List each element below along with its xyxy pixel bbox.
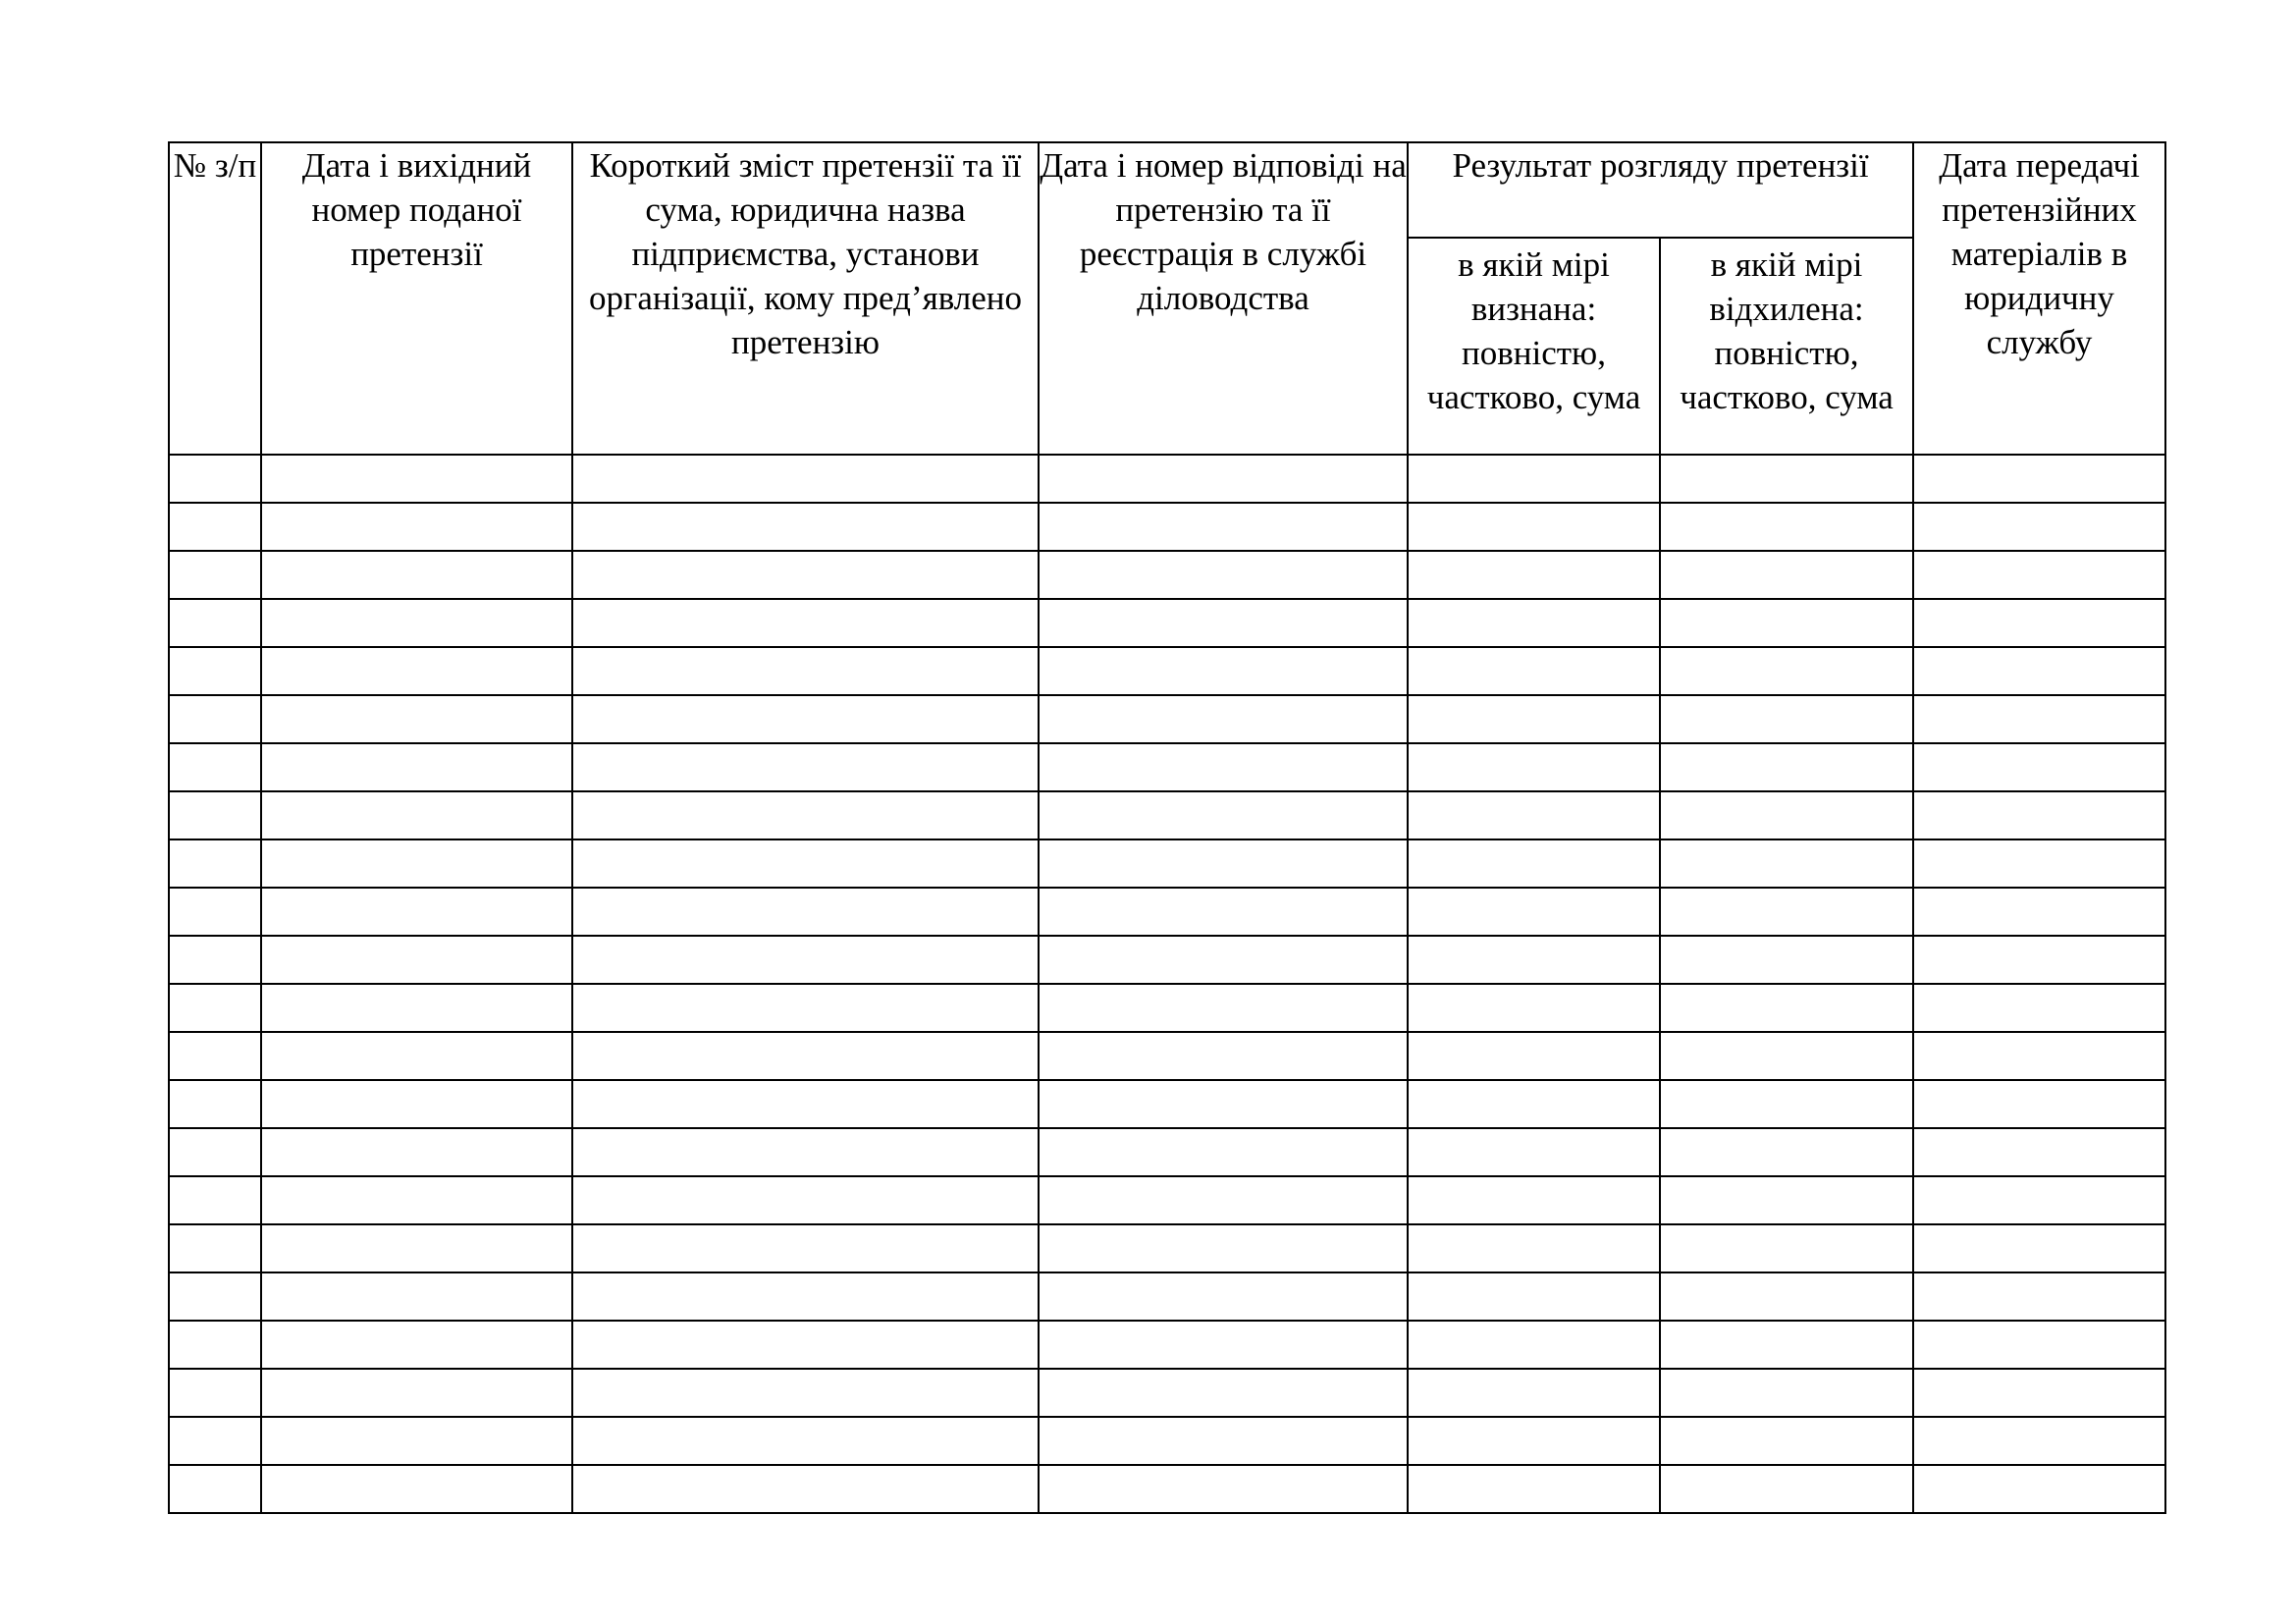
table-cell [1039,599,1408,647]
table-cell [1913,1465,2165,1513]
table-row [169,503,2165,551]
table-cell [1660,647,1913,695]
table-cell [1913,1032,2165,1080]
table-cell [1408,1128,1660,1176]
table-cell [169,455,261,503]
table-cell [572,455,1039,503]
table-cell [1408,1417,1660,1465]
table-cell [261,1321,572,1369]
table-cell [169,647,261,695]
table-cell [572,1369,1039,1417]
table-cell [1039,936,1408,984]
table-cell [261,1369,572,1417]
table-cell [1408,1080,1660,1128]
table-row [169,1369,2165,1417]
table-cell [261,1272,572,1321]
table-cell [1913,1224,2165,1272]
table-cell [1039,503,1408,551]
table-cell [261,1128,572,1176]
table-cell [572,791,1039,839]
table-cell [1913,888,2165,936]
table-cell [1408,791,1660,839]
table-cell [572,1080,1039,1128]
table-cell [1660,1465,1913,1513]
table-cell [169,888,261,936]
table-cell [1039,647,1408,695]
table-cell [261,551,572,599]
table-cell [169,791,261,839]
table-cell [1039,1321,1408,1369]
table-cell [1660,1369,1913,1417]
table-cell [1408,551,1660,599]
table-cell [1660,839,1913,888]
table-row [169,551,2165,599]
table-cell [261,1417,572,1465]
table-cell [1408,743,1660,791]
table-cell [1039,984,1408,1032]
table-cell [1408,695,1660,743]
table-cell [572,1128,1039,1176]
table-cell [1913,695,2165,743]
table-row [169,1417,2165,1465]
table-cell [1408,647,1660,695]
table-cell [1039,551,1408,599]
table-cell [1660,1417,1913,1465]
table-cell [169,984,261,1032]
table-cell [1660,1080,1913,1128]
table-row [169,1032,2165,1080]
table-cell [1913,1321,2165,1369]
table-cell [1913,791,2165,839]
table-cell [1913,743,2165,791]
table-cell [572,888,1039,936]
table-cell [1660,695,1913,743]
table-cell [1913,1080,2165,1128]
table-cell [1660,1176,1913,1224]
table-cell [169,1369,261,1417]
table-cell [1039,1224,1408,1272]
table-cell [1660,791,1913,839]
table-cell [572,839,1039,888]
table-cell [1408,888,1660,936]
table-row [169,1321,2165,1369]
table-cell [1660,455,1913,503]
table-cell [1408,1032,1660,1080]
table-cell [169,599,261,647]
table-cell [261,936,572,984]
table-cell [169,1176,261,1224]
table-cell [1408,1272,1660,1321]
table-cell [1913,503,2165,551]
table-cell [261,1465,572,1513]
table-row [169,839,2165,888]
header-date-outgoing-number: Дата і вихідний номер поданої претензії [261,142,572,455]
table-cell [572,503,1039,551]
table-cell [1913,839,2165,888]
table-cell [572,551,1039,599]
table-cell [169,1417,261,1465]
header-number: № з/п [169,142,261,455]
header-transfer-date: Дата передачі претензійних матеріалів в юридичну службу [1913,142,2165,455]
header-review-result: Результат розгляду претензії [1408,142,1913,238]
table-row [169,455,2165,503]
table-cell [1913,647,2165,695]
table-cell [1039,1032,1408,1080]
table-cell [261,791,572,839]
table-row [169,1128,2165,1176]
table-cell [1660,888,1913,936]
table-cell [1660,551,1913,599]
table-row [169,743,2165,791]
table-row [169,1465,2165,1513]
table-cell [1039,791,1408,839]
table-cell [1408,455,1660,503]
table-row [169,1176,2165,1224]
table-cell [572,1032,1039,1080]
table-cell [1913,936,2165,984]
table-cell [1408,984,1660,1032]
table-cell [1408,1224,1660,1272]
table-cell [169,936,261,984]
table-cell [1039,839,1408,888]
table-cell [261,1080,572,1128]
table-cell [1408,1465,1660,1513]
claims-register-table [168,141,2166,1514]
table-cell [261,888,572,936]
table-cell [1039,1465,1408,1513]
table-cell [1660,1128,1913,1176]
table-cell [169,1321,261,1369]
table-cell [261,1032,572,1080]
table-cell [261,743,572,791]
table-cell [169,1032,261,1080]
header-result-rejected: в якій мірі відхилена: повністю, частково, сума [1660,238,1913,455]
table-cell [572,599,1039,647]
table-cell [261,599,572,647]
table-cell [1039,1272,1408,1321]
table-cell [572,743,1039,791]
table-cell [572,1272,1039,1321]
table-cell [261,647,572,695]
table-cell [1408,503,1660,551]
table-cell [572,1176,1039,1224]
header-claim-summary: Короткий зміст претензії та її сума, юридична назва підприємства, установи організації, кому пред’явлено претензію [572,142,1039,455]
table-cell [261,839,572,888]
table-cell [1408,1321,1660,1369]
table-cell [1039,888,1408,936]
table-cell [1913,455,2165,503]
table-cell [261,695,572,743]
table-cell [1913,1369,2165,1417]
table-cell [1408,1369,1660,1417]
table-cell [169,503,261,551]
table-cell [1660,1224,1913,1272]
table-cell [1660,743,1913,791]
table-cell [572,647,1039,695]
table-cell [572,1321,1039,1369]
table-cell [1039,1369,1408,1417]
table-cell [1660,503,1913,551]
table-cell [261,1176,572,1224]
table-cell [1039,743,1408,791]
table-row [169,1224,2165,1272]
table-cell [169,1465,261,1513]
table-cell [1039,1176,1408,1224]
table-row [169,599,2165,647]
table-cell [1913,599,2165,647]
table-cell [1913,1176,2165,1224]
table-cell [1039,1128,1408,1176]
table-cell [169,1272,261,1321]
table-cell [1660,1321,1913,1369]
table-row [169,888,2165,936]
header-reply-date-number: Дата і номер відповіді на претензію та її реєстрація в службі діловодства [1039,142,1408,455]
table-cell [169,743,261,791]
table-cell [572,984,1039,1032]
table-cell [1913,1128,2165,1176]
table-cell [572,1465,1039,1513]
table-cell [1660,936,1913,984]
table-row [169,647,2165,695]
table-cell [261,984,572,1032]
table-cell [1913,551,2165,599]
table-cell [572,695,1039,743]
table-row [169,936,2165,984]
table-cell [572,1417,1039,1465]
table-cell [1913,1272,2165,1321]
table-cell [261,455,572,503]
table-cell [1039,1080,1408,1128]
header-result-accepted: в якій мірі визнана: повністю, частково, сума [1408,238,1660,455]
table-cell [1408,599,1660,647]
table-row [169,1080,2165,1128]
table-cell [261,1224,572,1272]
register-body [169,455,2165,1513]
table-cell [1660,1032,1913,1080]
table-cell [1913,1417,2165,1465]
table-cell [169,1128,261,1176]
table-cell [261,503,572,551]
table-row [169,791,2165,839]
table-cell [1408,1176,1660,1224]
table-cell [1660,1272,1913,1321]
table-cell [169,1080,261,1128]
table-cell [1913,984,2165,1032]
table-cell [572,936,1039,984]
table-cell [169,839,261,888]
table-cell [1408,936,1660,984]
table-cell [1660,599,1913,647]
table-cell [169,695,261,743]
table-cell [1039,455,1408,503]
table-cell [169,551,261,599]
table-cell [1039,695,1408,743]
table-row [169,1272,2165,1321]
table-cell [1660,984,1913,1032]
table-cell [572,1224,1039,1272]
table-cell [169,1224,261,1272]
table-cell [1408,839,1660,888]
table-row [169,984,2165,1032]
table-cell [1039,1417,1408,1465]
table-row [169,695,2165,743]
